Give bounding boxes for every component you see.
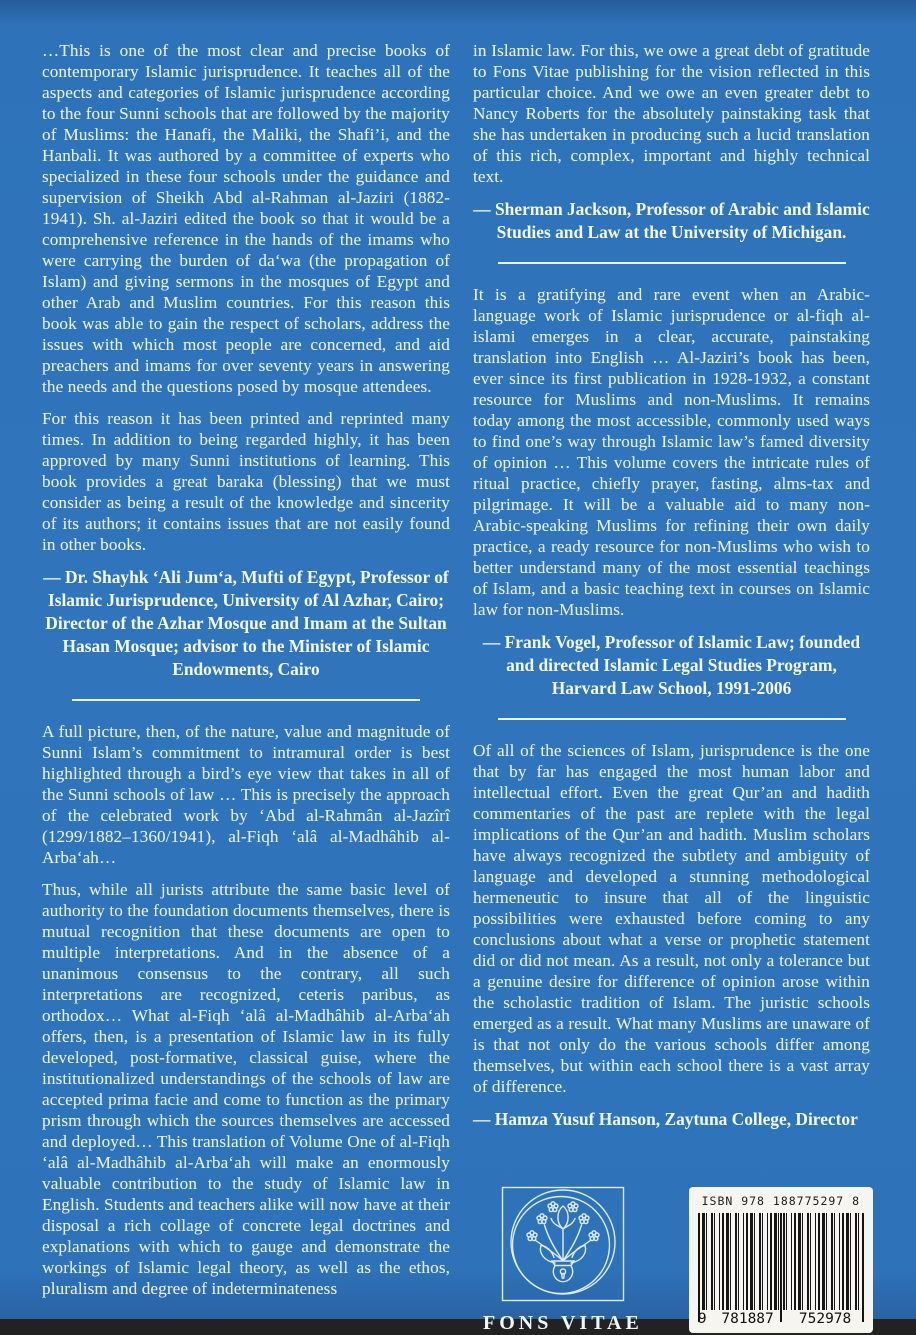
isbn-label: ISBN 978 188775297 8 [701, 1194, 861, 1208]
review-paragraph: A full picture, then, of the nature, value and magnitude of Sunni Islam’s commitment to intramural order is best highlighted through a bird’s eye view that takes in all of the Sunni schools of law … This is precisely the approach of the celebrated work by ‘Abd al-Rahmân al-Jazîrî (1299/1882–1360/1941), al-Fiqh ‘alâ al-Madhâhib al-Arba‘ah… [42, 722, 450, 867]
review-paragraph: in Islamic law. For this, we owe a great debt of gratitude to Fons Vitae publishing for the vision reflected in this particular choice. And we owe an even greater debt to Nancy Roberts for the absolutely painstaking task that she has undertaken in producing such a lucid translation of this rich, complex, important and highly technical text. [473, 41, 870, 186]
reviewer-attribution-sherman-jackson: — Sherman Jackson, Professor of Arabic and Islamic Studies and Law at the University of Michigan. [473, 199, 870, 242]
flower-rosette [548, 1202, 558, 1212]
publisher-logo-block [483, 1185, 643, 1335]
review-paragraph: For this reason it has been printed and reprinted many times. In addition to being regarded highly, it has been approved by many Sunni institutions of learning. This book provides a great baraka (blessing) that we must consider as being a result of the knowledge and sincerity of its authors; it contains issues that are not easily found in other books. [42, 409, 450, 554]
reviewer-attribution-frank-vogel: — Frank Vogel, Professor of Islamic Law; founded and directed Islamic Legal Studies Program, Harvard Law School, 1991-2006 [482, 632, 861, 698]
barcode-guard-left [698, 1213, 700, 1322]
isbn-digits-group-2: 752978 [798, 1311, 852, 1327]
isbn-digits [698, 1311, 864, 1327]
right-column [473, 40, 870, 1335]
barcode-guard-right [862, 1213, 864, 1322]
reviewer-attribution-ali-juma: — Dr. Shayhk ‘Ali Jum‘a, Mufti of Egypt, Professor of Islamic Jurisprudence, University of Al Azhar, Cairo; Director of the Azhar Mosque and Imam at the Sultan Hasan Mosque; advisor to the Minister of Islamic Endowments, Cairo [43, 567, 449, 679]
flower-rosette [579, 1214, 589, 1224]
flower-rosette [589, 1231, 599, 1241]
reviewer-attribution-hamza-yusuf: — Hamza Yusuf Hanson, Zaytuna College, Director [473, 1109, 858, 1129]
section-divider [498, 262, 846, 264]
section-divider [498, 718, 846, 720]
flower-rosette [527, 1231, 537, 1241]
section-divider [72, 699, 420, 701]
review-paragraph: Of all of the sciences of Islam, jurisprudence is the one that by far has engaged the most human labor and intellectual effort. Even the great Qur’an and hadith commentaries of the past are replete with the legal implications of the Qur’an and hadith. Muslim scholars have always recognized the subtlety and ambiguity of language and developed a stunning methodological hermeneutic to insure that all of the linguistic possibilities were exhausted before coming to any conclusions about what a verse or prophetic statement did or did not mean. As a result, not only a tolerance but a genuine desire for difference of opinion arose within the scholastic tradition of Islam. The juristic schools emerged as a result. What many Muslims are unaware of is that not only do the various schools differ among themselves, but within each school there is a vast array of difference. [473, 741, 870, 1096]
isbn-digits-group-1: 781887 [721, 1311, 774, 1327]
review-paragraph: Thus, while all jurists attribute the same basic level of authority to the foundation documents themselves, there is mutual recognition that these documents are open to multiple interpretations. And in the absence of a unanimous consensus to the contrary, all such interpretations are recognized, ceteris paribus, as orthodox… What al-Fiqh ‘alâ al-Madhâhib al-Arba‘ah offers, then, is a presentation of Islamic law in its fully developed, post-formative, classical guise, where the institutionalized understandings of the schools of law are accepted prima facie and come to function as the primary prism through which the sources themselves are accessed and deployed… This translation of Volume One of al-Fiqh ‘alâ al-Madhâhib al-Arba‘ah will make an enormously valuable contribution to the study of Islamic law in English. Students and teachers alike will now have at their disposal a rich collage of concrete legal doctrines and explanations with which to gauge and demonstrate the workings of Islamic legal theory, as well as the ethos, pluralism and degree of indeterminateness [42, 880, 450, 1298]
publisher-and-barcode-row [473, 1185, 870, 1335]
review-paragraph: It is a gratifying and rare event when an Arabic-language work of Islamic jurisprudence or al-fiqh al-islami emerges in a clear, accurate, painstaking translation into English … Al-Jaziri’s book has been, ever since its first publication in 1928-1932, a constant resource for Muslims and non-Muslims. It remains today among the most accessible, commonly used ways to find one’s way through Islamic law’s famed diversity of opinion … This volume covers the intricate rules of ritual practice, chiefly prayer, fasting, alms-tax and pilgrimage. It will be a valuable aid to many non-Arabic-speaking Muslims for refining their own daily practice, a ready resource for non-Muslims who wish to better understand many of the most essential teachings of Islam, and a basic teaching text in courses on Islamic law for non-Muslims. [473, 285, 870, 619]
review-paragraph: …This is one of the most clear and precise books of contemporary Islamic jurisprudence. It teaches all of the aspects and categories of Islamic jurisprudence according to the four Sunni schools that are followed by the majority of Muslims: the Hanafi, the Maliki, the Shafi’i, and the Hanbali. It was authored by a committee of experts who specialized in these four schools under the guidance and supervision of Sheikh Abd al-Rahman al-Jaziri (1882-1941). Sh. al-Jaziri edited the book so that it would be a comprehensive reference in the hands of the imams who were carrying the burden of da‘wa (the propagation of Islam) and giving sermons in the mosques of Egypt and other Arab and Muslim countries. For this reason this book was able to gain the respect of scholars, address the issues with which most people are concerned, and aid preachers and imams for over seventy years in answering the needs and the questions posed by mosque attendees. [42, 41, 450, 396]
publisher-name: FONS VITAE [483, 1312, 643, 1334]
fons-vitae-logo-icon [500, 1185, 626, 1303]
flower-rosette [568, 1202, 578, 1212]
barcode-bars [698, 1213, 864, 1325]
flower-rosette [537, 1214, 547, 1224]
isbn-digit-left: 9 [697, 1311, 707, 1327]
isbn-barcode [689, 1187, 873, 1333]
left-column [42, 40, 450, 1335]
barcode-guard-middle [780, 1213, 782, 1322]
